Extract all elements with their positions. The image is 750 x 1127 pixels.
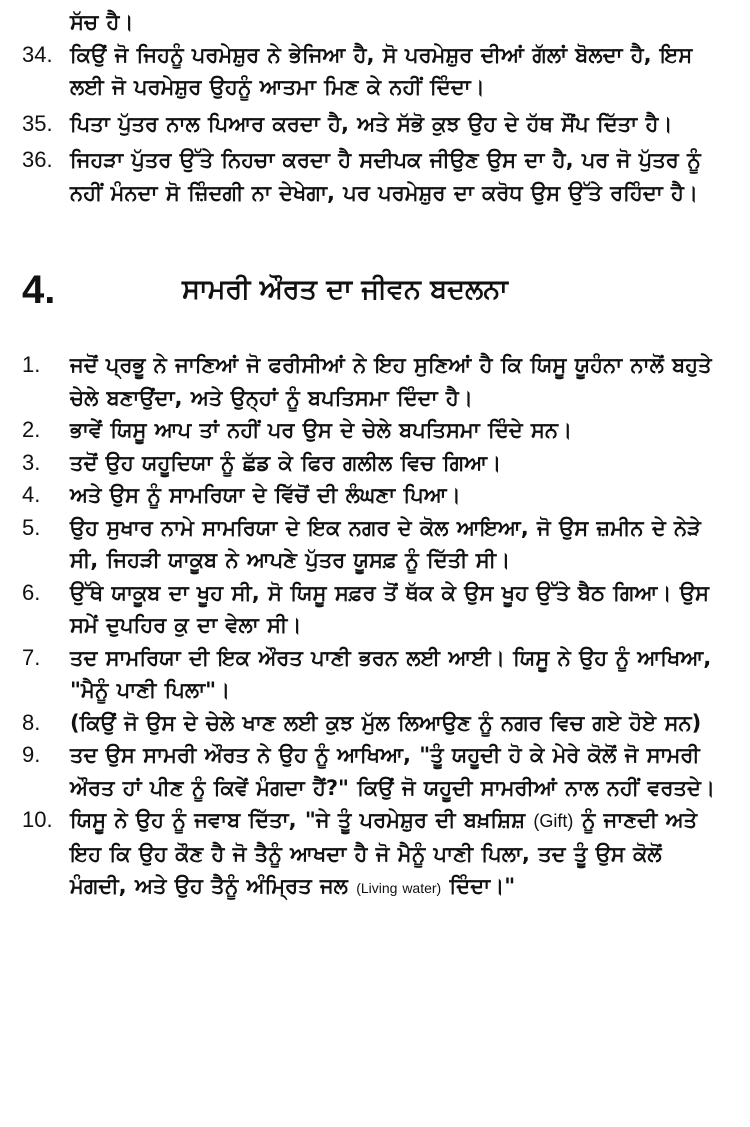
verse-text: ਜਦੋਂ ਪ੍ਰਭੂ ਨੇ ਜਾਣਿਆਂ ਜੋ ਫਰੀਸੀਆਂ ਨੇ ਇਹ ਸੁਣਿਆਂ ਹੈ ਕਿ ਯਿਸੂ ਯੂਹੰਨਾ ਨਾਲੋਂ ਬਹੁਤੇ ਚੇਲੇ ਬਣਾਉਂਦਾ, ਅਤੇ ਉਨ੍ਹਾਂ ਨੂੰ ਬਪਤਿਸਮਾ ਦਿੰਦਾ ਹੈ। — [70, 353, 712, 410]
verse-34 — [22, 39, 720, 104]
verse-number: 3. — [22, 449, 41, 475]
verse-number: 35. — [22, 110, 53, 136]
verse-text: ਭਾਵੇਂ ਯਿਸੂ ਆਪ ਤਾਂ ਨਹੀਂ ਪਰ ਉਸ ਦੇ ਚੇਲੇ ਬਪਤਿਸਮਾ ਦਿੰਦੇ ਸਨ। — [70, 418, 573, 442]
verse-5 — [22, 512, 720, 577]
verse-text: (ਕਿਉਂ ਜੋ ਉਸ ਦੇ ਚੇਲੇ ਖਾਣ ਲਈ ਕੁਝ ਮੁੱਲ ਲਿਆਉਣ ਨੂੰ ਨਗਰ ਵਿਚ ਗਏ ਹੋਏ ਸਨ) — [70, 710, 702, 735]
verse-number: 36. — [22, 147, 53, 172]
verse-6 — [22, 577, 720, 642]
verse-text-part: ਦਿੰਦਾ।" — [449, 874, 516, 898]
verse-number: 1. — [22, 352, 41, 377]
verse-text — [70, 804, 720, 905]
verse-text: ਸੱਚ ਹੈ। — [70, 10, 134, 34]
verse-4 — [22, 479, 720, 512]
verse-10 — [22, 804, 720, 905]
chapter-title: ਸਾਮਰੀ ਔਰਤ ਦਾ ਜੀਵਨ ਬਦਲਨਾ — [182, 274, 508, 305]
verse-number: 10. — [22, 807, 53, 832]
verse-number: 2. — [22, 417, 41, 442]
verse-text: ਤਦੋਂ ਉਹ ਯਹੂਦਿਯਾ ਨੂੰ ਛੱਡ ਕੇ ਫਿਰ ਗਲੀਲ ਵਿਚ ਗਿਆ। — [70, 450, 502, 475]
chapter-number: 4. — [22, 267, 56, 312]
verse-number: 7. — [22, 644, 41, 670]
verse-9 — [22, 739, 720, 804]
verse-2 — [22, 414, 720, 447]
verse-text: ਤਦ ਉਸ ਸਾਮਰੀ ਔਰਤ ਨੇ ਉਹ ਨੂੰ ਆਖਿਆ, "ਤੂੰ ਯਹੂਦੀ ਹੋ ਕੇ ਮੇਰੇ ਕੋਲੋਂ ਜੋ ਸਾਮਰੀ ਔਰਤ ਹਾਂ ਪੀਣ ਨੂੰ ਕਿਵੇਂ ਮੰਗਦਾ ਹੈਂ?" ਕਿਉਂ ਜੋ ਯਹੂਦੀ ਸਾਮਰੀਆਂ ਨਾਲ ਨਹੀਂ ਵਰਤਦੇ। — [70, 743, 716, 800]
verse-number: 34. — [22, 41, 53, 67]
verse-3 — [22, 447, 720, 480]
english-gloss: (Living water) — [356, 880, 442, 896]
verse-continuation — [22, 6, 720, 39]
verse-36 — [22, 144, 720, 209]
verse-text: ਉਹ ਸੁਖਾਰ ਨਾਮੇ ਸਾਮਰਿਯਾ ਦੇ ਇਕ ਨਗਰ ਦੇ ਕੋਲ ਆਇਆ, ਜੋ ਉਸ ਜ਼ਮੀਨ ਦੇ ਨੇੜੇ ਸੀ, ਜਿਹੜੀ ਯਾਕੂਬ ਨੇ ਆਪਣੇ ਪੁੱਤਰ ਯੂਸਫ਼ ਨੂੰ ਦਿੱਤੀ ਸੀ। — [70, 515, 701, 572]
verse-35 — [22, 108, 720, 141]
verse-1 — [22, 349, 720, 414]
verse-number: 8. — [22, 709, 41, 735]
verse-number: 4. — [22, 482, 41, 507]
verse-number: 9. — [22, 742, 41, 767]
english-gloss: (Gift) — [533, 811, 574, 831]
verse-text-part: ਯਿਸੂ ਨੇ ਉਹ ਨੂੰ ਜਵਾਬ ਦਿੱਤਾ, "ਜੇ ਤੂੰ ਪਰਮੇਸ਼ੁਰ ਦੀ ਬਖ਼ਸ਼ਿਸ਼ — [70, 808, 526, 832]
chapter-heading — [22, 265, 720, 315]
verse-text: ਤਦ ਸਾਮਰਿਯਾ ਦੀ ਇਕ ਔਰਤ ਪਾਣੀ ਭਰਨ ਲਈ ਆਈ। ਯਿਸੂ ਨੇ ਉਹ ਨੂੰ ਆਖਿਆ, "ਮੈਨੂੰ ਪਾਣੀ ਪਿਲਾ"। — [70, 645, 712, 702]
verse-number: 6. — [22, 579, 41, 605]
verse-7 — [22, 642, 720, 707]
verse-8 — [22, 707, 720, 740]
verse-text: ਜਿਹੜਾ ਪੁੱਤਰ ਉੱਤੇ ਨਿਹਚਾ ਕਰਦਾ ਹੈ ਸਦੀਪਕ ਜੀਉਣ ਉਸ ਦਾ ਹੈ, ਪਰ ਜੋ ਪੁੱਤਰ ਨੂੰ ਨਹੀਂ ਮੰਨਦਾ ਸੋ ਜ਼ਿੰਦਗੀ ਨਾ ਦੇਖੇਗਾ, ਪਰ ਪਰਮੇਸ਼ੁਰ ਦਾ ਕਰੋਧ ਉਸ ਉੱਤੇ ਰਹਿੰਦਾ ਹੈ। — [70, 148, 701, 205]
verse-text: ਪਿਤਾ ਪੁੱਤਰ ਨਾਲ ਪਿਆਰ ਕਰਦਾ ਹੈ, ਅਤੇ ਸੱਭੋ ਕੁਝ ਉਹ ਦੇ ਹੱਥ ਸੌਂਪ ਦਿੱਤਾ ਹੈ। — [70, 111, 673, 136]
verse-text: ਉੱਥੇ ਯਾਕੂਬ ਦਾ ਖੂਹ ਸੀ, ਸੋ ਯਿਸੂ ਸਫ਼ਰ ਤੋਂ ਥੱਕ ਕੇ ਉਸ ਖੂਹ ਉੱਤੇ ਬੈਠ ਗਿਆ। ਉਸ ਸਮੇਂ ਦੁਪਹਿਰ ਕੁ ਦਾ ਵੇਲਾ ਸੀ। — [70, 580, 709, 637]
verse-text: ਕਿਉਂ ਜੋ ਜਿਹਨੂੰ ਪਰਮੇਸ਼ੁਰ ਨੇ ਭੇਜਿਆ ਹੈ, ਸੋ ਪਰਮੇਸ਼ੁਰ ਦੀਆਂ ਗੱਲਾਂ ਬੋਲਦਾ ਹੈ, ਇਸ ਲਈ ਜੋ ਪਰਮੇਸ਼ੁਰ ਉਹਨੂੰ ਆਤਮਾ ਮਿਣ ਕੇ ਨਹੀਂ ਦਿੰਦਾ। — [70, 42, 693, 99]
verse-text: ਅਤੇ ਉਸ ਨੂੰ ਸਾਮਰਿਯਾ ਦੇ ਵਿੱਚੋਂ ਦੀ ਲੰਘਣਾ ਪਿਆ। — [70, 483, 461, 507]
verse-text-part: ਨੂੰ ਜਾਣਦੀ ਅਤੇ ਇਹ ਕਿ ਉਹ ਕੌਣ ਹੈ ਜੋ ਤੈਨੂੰ ਆਖਦਾ ਹੈ ਜੋ ਮੈਨੂੰ ਪਾਣੀ ਪਿਲਾ, ਤਦ ਤੂੰ ਉਸ ਕੋਲੋਂ ਮੰਗਦੀ, ਅਤੇ ਉਹ ਤੈਨੂੰ ਅੰਮ੍ਰਿਤ ਜਲ — [70, 808, 698, 898]
verse-number: 5. — [22, 514, 41, 540]
